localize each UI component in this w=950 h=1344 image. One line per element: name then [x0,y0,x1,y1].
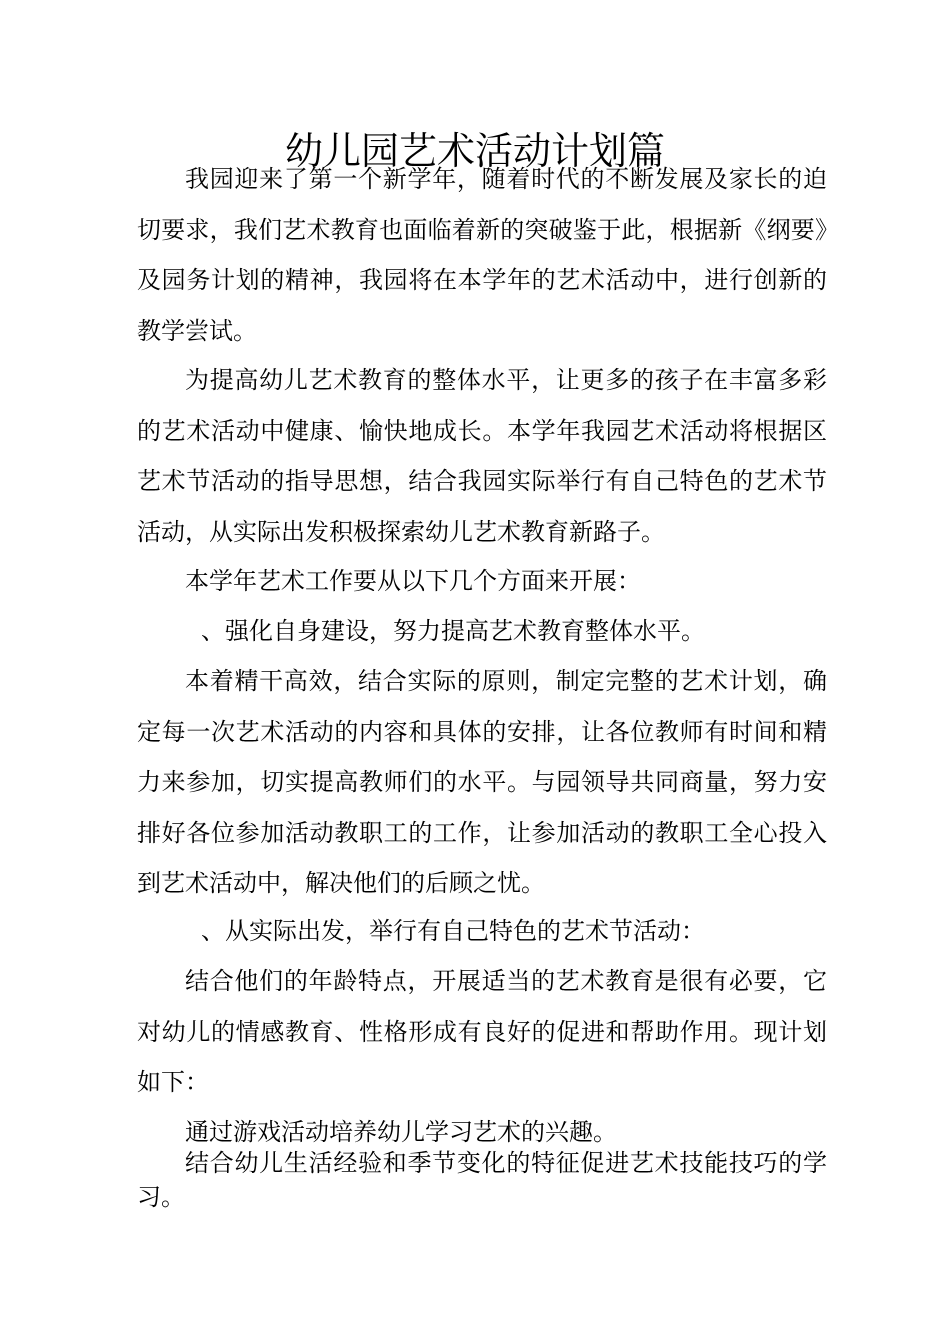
paragraph-section-one-body: 本着精干高效，结合实际的原则，制定完整的艺术计划，确定每一次艺术活动的内容和具体的安排，让各位教师有时间和精力来参加，切实提高教师们的水平。与园领导共同商量，努力安排好各位参加活动教职工的工作，让参加活动的教职工全心投入到艺术活动中，解决他们的后顾之忧。 [137,667,827,898]
paragraph-section-one-heading: 、强化自身建设，努力提高艺术教育整体水平。 [201,617,705,645]
document-title: 幼儿园艺术活动计划篇 [284,129,665,174]
paragraph-plan-item-one: 通过游戏活动培养幼儿学习艺术的兴趣。 [185,1118,617,1146]
paragraph-plan-item-two: 结合幼儿生活经验和季节变化的特征促进艺术技能技巧的学习。 [137,1149,827,1211]
paragraph-section-two-heading: 、从实际出发，举行有自己特色的艺术节活动： [201,917,705,945]
paragraph-goal: 为提高幼儿艺术教育的整体水平，让更多的孩子在丰富多彩的艺术活动中健康、愉快地成长。本学年我园艺术活动将根据区艺术节活动的指导思想，结合我园实际举行有自己特色的艺术节活动，从实际出发积极探索幼儿艺术教育新路子。 [137,366,827,546]
paragraph-aspects-intro: 本学年艺术工作要从以下几个方面来开展： [185,567,641,595]
paragraph-section-two-body: 结合他们的年龄特点，开展适当的艺术教育是很有必要，它对幼儿的情感教育、性格形成有良好的促进和帮助作用。现计划如下： [137,967,827,1097]
paragraph-intro: 我园迎来了第一个新学年，随着时代的不断发展及家长的迫切要求，我们艺术教育也面临着新的突破鉴于此，根据新《纲要》及园务计划的精神，我园将在本学年的艺术活动中，进行创新的教学尝试。 [137,165,827,345]
